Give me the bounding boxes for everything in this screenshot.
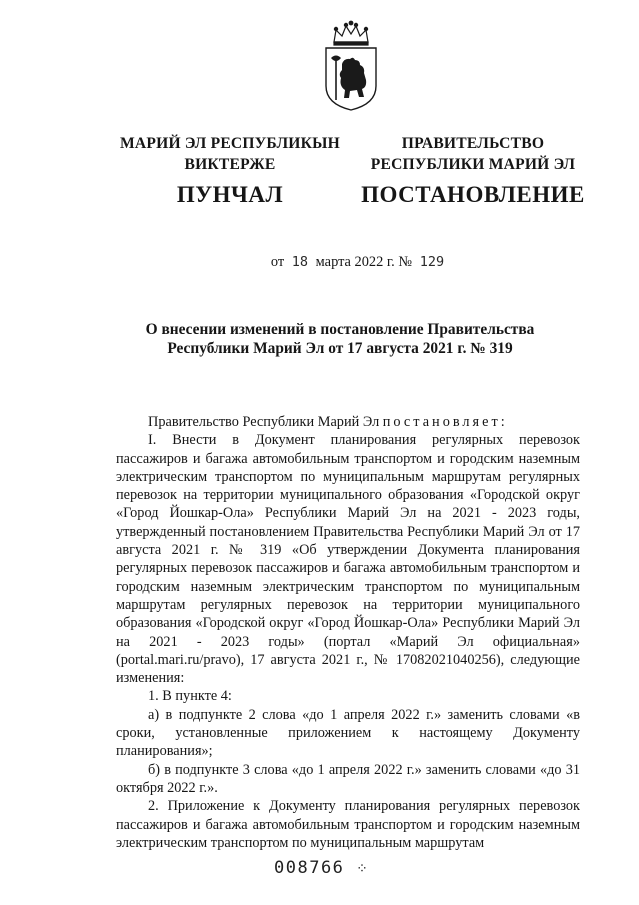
- coat-of-arms-icon: [322, 20, 380, 112]
- intro-paragraph: [116, 413, 580, 431]
- date-prefix: от: [270, 254, 285, 270]
- title-line1: О внесении изменений в постановление Правительства: [145, 321, 535, 338]
- header-right: [358, 133, 588, 209]
- header-right-line2: РЕСПУБЛИКИ МАРИЙ ЭЛ: [370, 156, 576, 173]
- paragraph-1: I. Внести в Документ планирования регулярных перевозок пассажиров и багажа автомобильным транспортом и городским наземным электрическим транспортом по муниципальным маршрутам регулярных перевозок на территории муниципального образования «Городской округ «Город Йошкар-Ола» Республики Марий Эл на 2021 - 2023 годы, утвержденный постановлением Правительства Республики Марий Эл от 17 августа 2021 г. № 319 «Об утверждении Документа планирования регулярных перевозок пассажиров и багажа автомобильным транспортом и городским наземным электрическим транспортом по муниципальным маршрутам регулярных перевозок на территории муниципального образования «Городской округ «Город Йошкар-Ола» Республики Марий Эл на 2021 - 2023 годы» (портал «Марий Эл официальная» (portal.mari.ru/pravo), 17 августа 2021 г., № 17082021040256), следующие изменения:: [116, 432, 580, 687]
- intro-decree-word: постановляет:: [382, 414, 508, 430]
- date-line: [0, 254, 639, 271]
- document-title: [100, 320, 580, 358]
- header-right-line1: ПРАВИТЕЛЬСТВО: [401, 135, 545, 152]
- document-number: 129: [419, 254, 445, 270]
- paragraph-5: 2. Приложение к Документу планирования регулярных перевозок пассажиров и багажа автомобильным транспортом и городским наземным электрическим транспортом по муниципальным маршрутам: [116, 798, 580, 851]
- intro-prefix: Правительство Республики Марий Эл: [148, 414, 383, 430]
- date-day: 18: [291, 254, 309, 270]
- title-line2: Республики Марий Эл от 17 августа 2021 г. № 319: [167, 340, 513, 357]
- serial-number: [274, 858, 368, 878]
- star-icon: ⁘: [356, 861, 368, 877]
- paragraph-4: б) в подпункте 3 слова «до 1 апреля 2022 г.» заменить словами «до 31 октября 2022 г.».: [116, 761, 580, 796]
- serial-value: 008766: [274, 858, 345, 878]
- header-left-line2: ВИКТЕРЖЕ: [184, 156, 276, 173]
- header-right-doc: ПОСТАНОВЛЕНИЕ: [361, 182, 585, 207]
- document-body: [116, 413, 580, 852]
- header-left: [94, 133, 366, 209]
- paragraph-2: 1. В пункте 4:: [148, 688, 232, 705]
- header-left-line1: МАРИЙ ЭЛ РЕСПУБЛИКЫН: [120, 135, 340, 152]
- paragraph-3: а) в подпункте 2 слова «до 1 апреля 2022 г.» заменить словами «в сроки, установленные приложением к настоящему Документу планирования»;: [116, 706, 580, 760]
- header-left-doc: ПУНЧАЛ: [176, 182, 284, 207]
- date-middle: марта 2022 г. №: [315, 254, 413, 270]
